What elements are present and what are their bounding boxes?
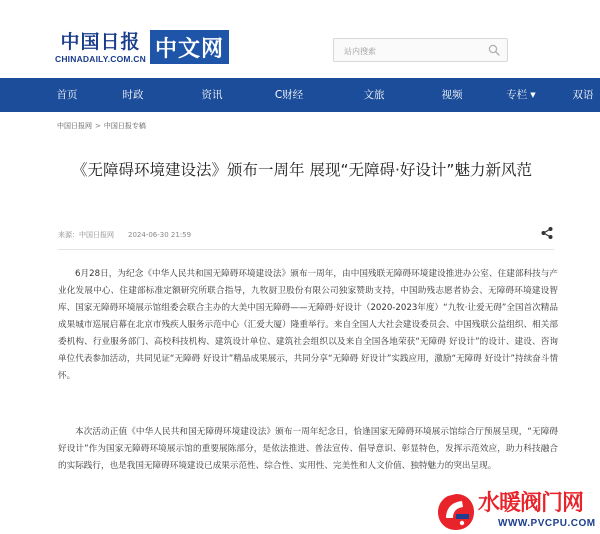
nav-item-video[interactable]	[430, 78, 474, 112]
faucet-logo-icon	[436, 492, 476, 532]
nav-item-label: 文旅	[363, 89, 385, 101]
main-nav	[0, 78, 600, 112]
nav-item-label: 双语	[572, 89, 594, 101]
article-paragraph-1: 6月28日，为纪念《中华人民共和国无障碍环境建设法》颁布一周年，由中国残联无障碍环境建设推进办公室、住建部科技与产业化发展中心、住建部标准定额研究所联合指导，九牧厨卫股份有限公司独家赞助支持，中国助残志愿者协会、无障碍环境建设智库、国家无障碍环境展示馆组委会联合主办的大美中国无障碍——无障碍·好设计（2020-2023年度）“九牧·让爱无碍”全国首次精品成果城市巡展启幕在北京市残疾人服务示范中心（汇爱大厦）隆重举行。来自全国人大社会建设委员会、中国残联公益组织、相关部委机构、行业服务部门、高校科技机构、建筑设计单位、建筑社会组织以及来自全国各地荣获“无障碍 好设计”的设计、建设、咨询单位代表参加活动，共同见证“无障碍 好设计”精品成果展示，共同分享“无障碍 好设计”实践应用，激励“无障碍 好设计”持续奋斗情怀。	[58, 269, 558, 381]
logo-chinese-name: 中国日报	[60, 31, 141, 53]
nav-item-columns[interactable]	[496, 78, 546, 112]
article-meta	[58, 230, 191, 240]
nav-item-politics[interactable]	[111, 78, 155, 112]
breadcrumb-separator: >	[95, 122, 101, 130]
chevron-down-icon: ▼	[530, 91, 536, 99]
nav-item-label: 专栏	[506, 89, 528, 101]
nav-item-label: 首页	[56, 89, 78, 101]
article-paragraph-2: 本次活动正值《中华人民共和国无障碍环境建设法》颁布一周年纪念日，恰逢国家无障碍环境展示馆综合厅预展呈现，“无障碍 好设计”作为国家无障碍环境展示馆的重要展陈部分，是依法推进、普法宣传、倡导意识、彰显特色，发挥示范效应，助力科技融合的实际践行，也是我国无障碍环境建设已成果示范性、综合性、实用性、完美性和人文价值、独特魅力的突出呈现。	[58, 427, 558, 471]
site-search	[333, 38, 508, 62]
breadcrumb-item-home[interactable]: 中国日报网	[57, 122, 92, 130]
site-watermark	[436, 488, 600, 534]
watermark-url: WWW.PVCPU.COM	[498, 518, 596, 529]
nav-item-home[interactable]	[45, 78, 89, 112]
logo-domain: CHINADAILY.COM.CN	[55, 54, 146, 64]
search-icon[interactable]	[488, 44, 500, 56]
nav-item-label: 视频	[441, 89, 463, 101]
nav-item-label: C财经	[274, 89, 304, 101]
breadcrumb-item-section[interactable]: 中国日报专稿	[103, 122, 146, 130]
site-header	[0, 0, 600, 78]
logo-wordmark	[55, 31, 146, 64]
nav-item-culture-travel[interactable]	[352, 78, 396, 112]
meta-divider	[58, 249, 554, 250]
breadcrumb	[57, 121, 146, 131]
article-source: 来源：中国日报网	[58, 231, 114, 239]
nav-item-bilingual[interactable]	[563, 78, 600, 112]
nav-item-label: 时政	[122, 89, 144, 101]
site-logo[interactable]	[55, 20, 229, 64]
nav-item-finance[interactable]	[264, 78, 314, 112]
nav-item-label: 资讯	[201, 89, 223, 101]
article-title: 《无障碍环境建设法》颁布一周年 展现“无障碍·好设计”魅力新风范	[72, 161, 532, 179]
nav-item-news[interactable]	[190, 78, 234, 112]
search-input[interactable]	[334, 41, 474, 63]
logo-channel-box: 中文网	[150, 30, 229, 64]
watermark-text: 水暖阀门网	[478, 491, 584, 516]
article-datetime: 2024-06-30 21:59	[128, 231, 192, 239]
share-icon[interactable]	[540, 226, 554, 240]
